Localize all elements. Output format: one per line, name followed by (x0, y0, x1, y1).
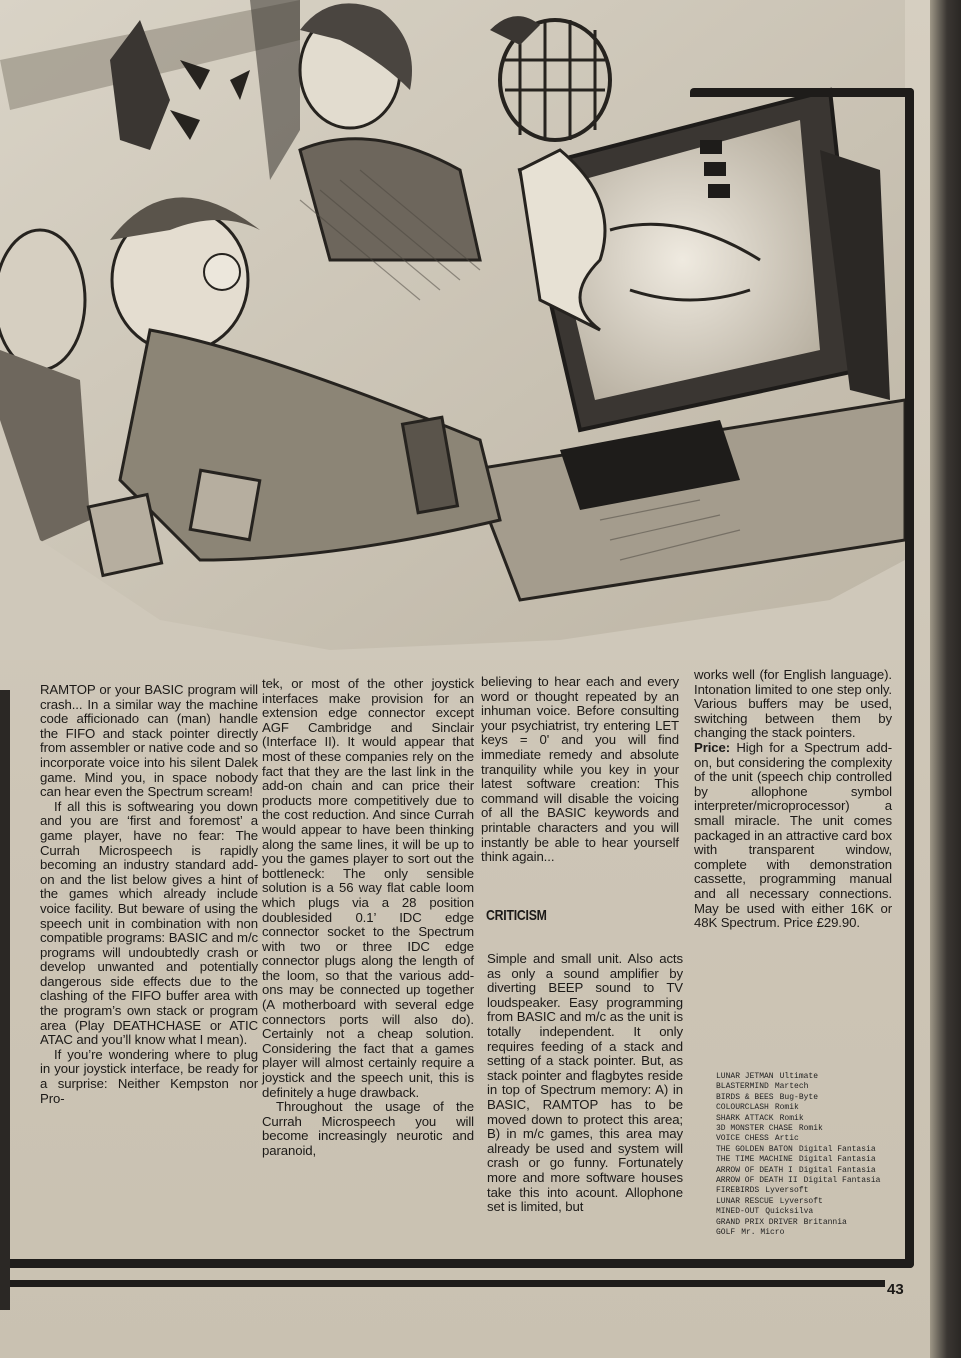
paragraph: believing to hear each and every word or thought repeated by an inhuman voice. Before consulting your psychiatrist, try entering LET keys = 0' and you will find immediate remedy and absolute tranquility while you key in your latest software creation: This command will disable the voicing of all the BASIC keywords and printable characters and you will instantly be able to hear yourself think again... (481, 674, 679, 865)
paragraph: Throughout the usage of the Currah Microspeech you will become increasingly neurotic and paranoid, (262, 1099, 474, 1158)
game-title: THE TIME MACHINE (716, 1155, 793, 1165)
game-publisher: Mr. Micro (741, 1228, 785, 1238)
game-publisher: Martech (774, 1082, 809, 1092)
game-publisher: Digital Fantasia (798, 1165, 876, 1175)
game-title: ARROW OF DEATH II (716, 1176, 798, 1186)
game-publisher: Digital Fantasia (798, 1155, 876, 1165)
paragraph: If all this is softwearing you down and you are ‘first and foremost’ a game player, have no fear: The Currah Microspeech is rapidly becoming an industry standard add-on and the list below gives a hint of the games which already include voice facility. But beware of using the speech unit in combination with non compatible programs: BASIC and m/c programs will undoubtedly crash or develop unwanted and potentially dangerous side effects due to the clashing of the FIFO buffer area with the program’s own stack or program area (Play DEATHCHASE or ATIC ATAC and you’ll know what I mean). (40, 798, 258, 1048)
game-title: ARROW OF DEATH I (716, 1165, 793, 1175)
paragraph: tek, or most of the other joystick interfaces make provision for an extension edge connector except AGF Cambridge and Sinclair (Interface II). It would appear that most of these companies rely on the fact that they are the last link in the add-on chain and can price their products more competitively due to the cost reduction. And since Currah would appear to have been thinking along the same lines, it will be up to you the games player to sort out the bottleneck: The only sensible solution is a 56 way flat cable loom which plugs via a 28 position doublesided 0.1’ IDC edge connector socket to the Spectrum with two or three IDC edge connector plugs along the length of the loom, so that the various add-ons may be connected up together (A motherboard with several edge connectors ports will also do). Certainly not a cheap solution. Considering the fact that a games player will almost certainly require a joystick and the speech unit, this is definitely a huge drawback. (262, 676, 474, 1100)
flying-box (190, 470, 260, 540)
bubblegum (204, 254, 240, 290)
game-publisher: Bug-Byte (779, 1092, 819, 1102)
left-edge (0, 690, 10, 1310)
left-figure (0, 230, 85, 370)
game-publisher: Britannia (803, 1217, 847, 1227)
game-title: BIRDS & BEES (716, 1092, 774, 1102)
game-publisher: Romik (798, 1124, 823, 1134)
page-number: 43 (887, 1281, 904, 1298)
list-item (716, 1093, 906, 1103)
article-column-1 (40, 683, 258, 1106)
paragraph: works well (for English language). Intonation limited to one step only. Various buffers may be used, switching between them by changing the stack pointers. (694, 667, 892, 741)
page-edge (930, 0, 961, 1358)
price-paragraph (694, 741, 892, 931)
game-title: BLASTERMIND (716, 1082, 769, 1092)
game-title: SHARK ATTACK (716, 1113, 774, 1123)
game-publisher: Digital Fantasia (803, 1176, 881, 1186)
list-item (716, 1124, 906, 1134)
game-publisher: Digital Fantasia (798, 1144, 876, 1154)
price-text: High for a Spectrum add-on, but considering the complexity of the unit (speech chip controlled by allophone symbol interpreter/microprocessor) a small miracle. The unit comes packaged in an attractive card box with transparent window, complete with demonstration cassette, programming manual and all necessary connections. May be used with either 16K or 48K Spectrum. Price £29.90. (694, 739, 892, 931)
game-title: 3D MONSTER CHASE (716, 1124, 793, 1134)
bottom-rule (0, 1280, 885, 1287)
paragraph: If you’re wondering where to plug in your joystick interface, be ready for a surprise: Neither Kempston nor Pro- (40, 1046, 258, 1106)
flying-box (88, 495, 161, 576)
game-title: FIREBIRDS (716, 1186, 760, 1196)
list-item (716, 1155, 906, 1165)
list-item (716, 1114, 906, 1124)
list-item (716, 1228, 906, 1238)
paragraph: Simple and small unit. Also acts as only a sound amplifier by diverting BEEP sound to TV loudspeaker. Easy programming from BASIC and m/c as the unit is totally independent. It only requires feeding of a stack and setting of a stack pointer. But, as stack pointer and flagbytes reside in top of Spectrum memory: A) in BASIC, RAMTOP has to be moved down to protect this area; B) in m/c games, this area may already be used and system will crash or go funny. Fortunately more and more software houses take this into acount. Allophone set is limited, but (487, 951, 683, 1215)
game-title: VOICE CHESS (716, 1134, 769, 1144)
frame-right (905, 88, 914, 1268)
game-title: LUNAR JETMAN (716, 1072, 774, 1081)
game-title: GRAND PRIX DRIVER (716, 1217, 798, 1227)
list-item (716, 1197, 906, 1207)
price-label: Price: (694, 739, 731, 755)
game-title: MINED-OUT (716, 1207, 760, 1217)
list-item (716, 1186, 906, 1196)
game-title: GOLF (716, 1228, 736, 1238)
game-publisher: Lyversoft (765, 1186, 809, 1196)
frame-top (690, 88, 914, 97)
game-publisher: Romik (774, 1103, 799, 1113)
article-column-3-intro (481, 675, 679, 865)
list-item (716, 1145, 906, 1155)
list-item (716, 1207, 906, 1217)
list-item (716, 1166, 906, 1176)
list-item (716, 1072, 906, 1082)
list-item (716, 1103, 906, 1113)
compatible-games-list (716, 1072, 906, 1239)
article-column-2 (262, 677, 474, 1159)
list-item (716, 1218, 906, 1228)
article-column-3-body (487, 952, 683, 1215)
frame-bottom (0, 1259, 914, 1268)
list-item (716, 1134, 906, 1144)
game-publisher: Lyversoft (779, 1196, 823, 1206)
game-publisher: Ultimate (779, 1072, 819, 1081)
paragraph: RAMTOP or your BASIC program will crash... In a similar way the machine code afficionado can (man) handle the FIFO and stack pointer directly from assembler or native code and so incorporate voice into his silent Dalek game. Mind you, in space nobody can hear even the Spectrum scream! (40, 682, 258, 800)
list-item (716, 1176, 906, 1186)
game-title: LUNAR RESCUE (716, 1196, 774, 1206)
cartoon-illustration-icon (0, 0, 905, 660)
game-publisher: Artic (774, 1134, 799, 1144)
game-title: THE GOLDEN BATON (716, 1144, 793, 1154)
section-heading-criticism: CRITICISM (486, 907, 547, 924)
list-item (716, 1082, 906, 1092)
game-title: COLOURCLASH (716, 1103, 769, 1113)
game-publisher: Romik (779, 1113, 804, 1123)
article-column-4 (694, 668, 892, 931)
game-publisher: Quicksilva (765, 1207, 814, 1217)
